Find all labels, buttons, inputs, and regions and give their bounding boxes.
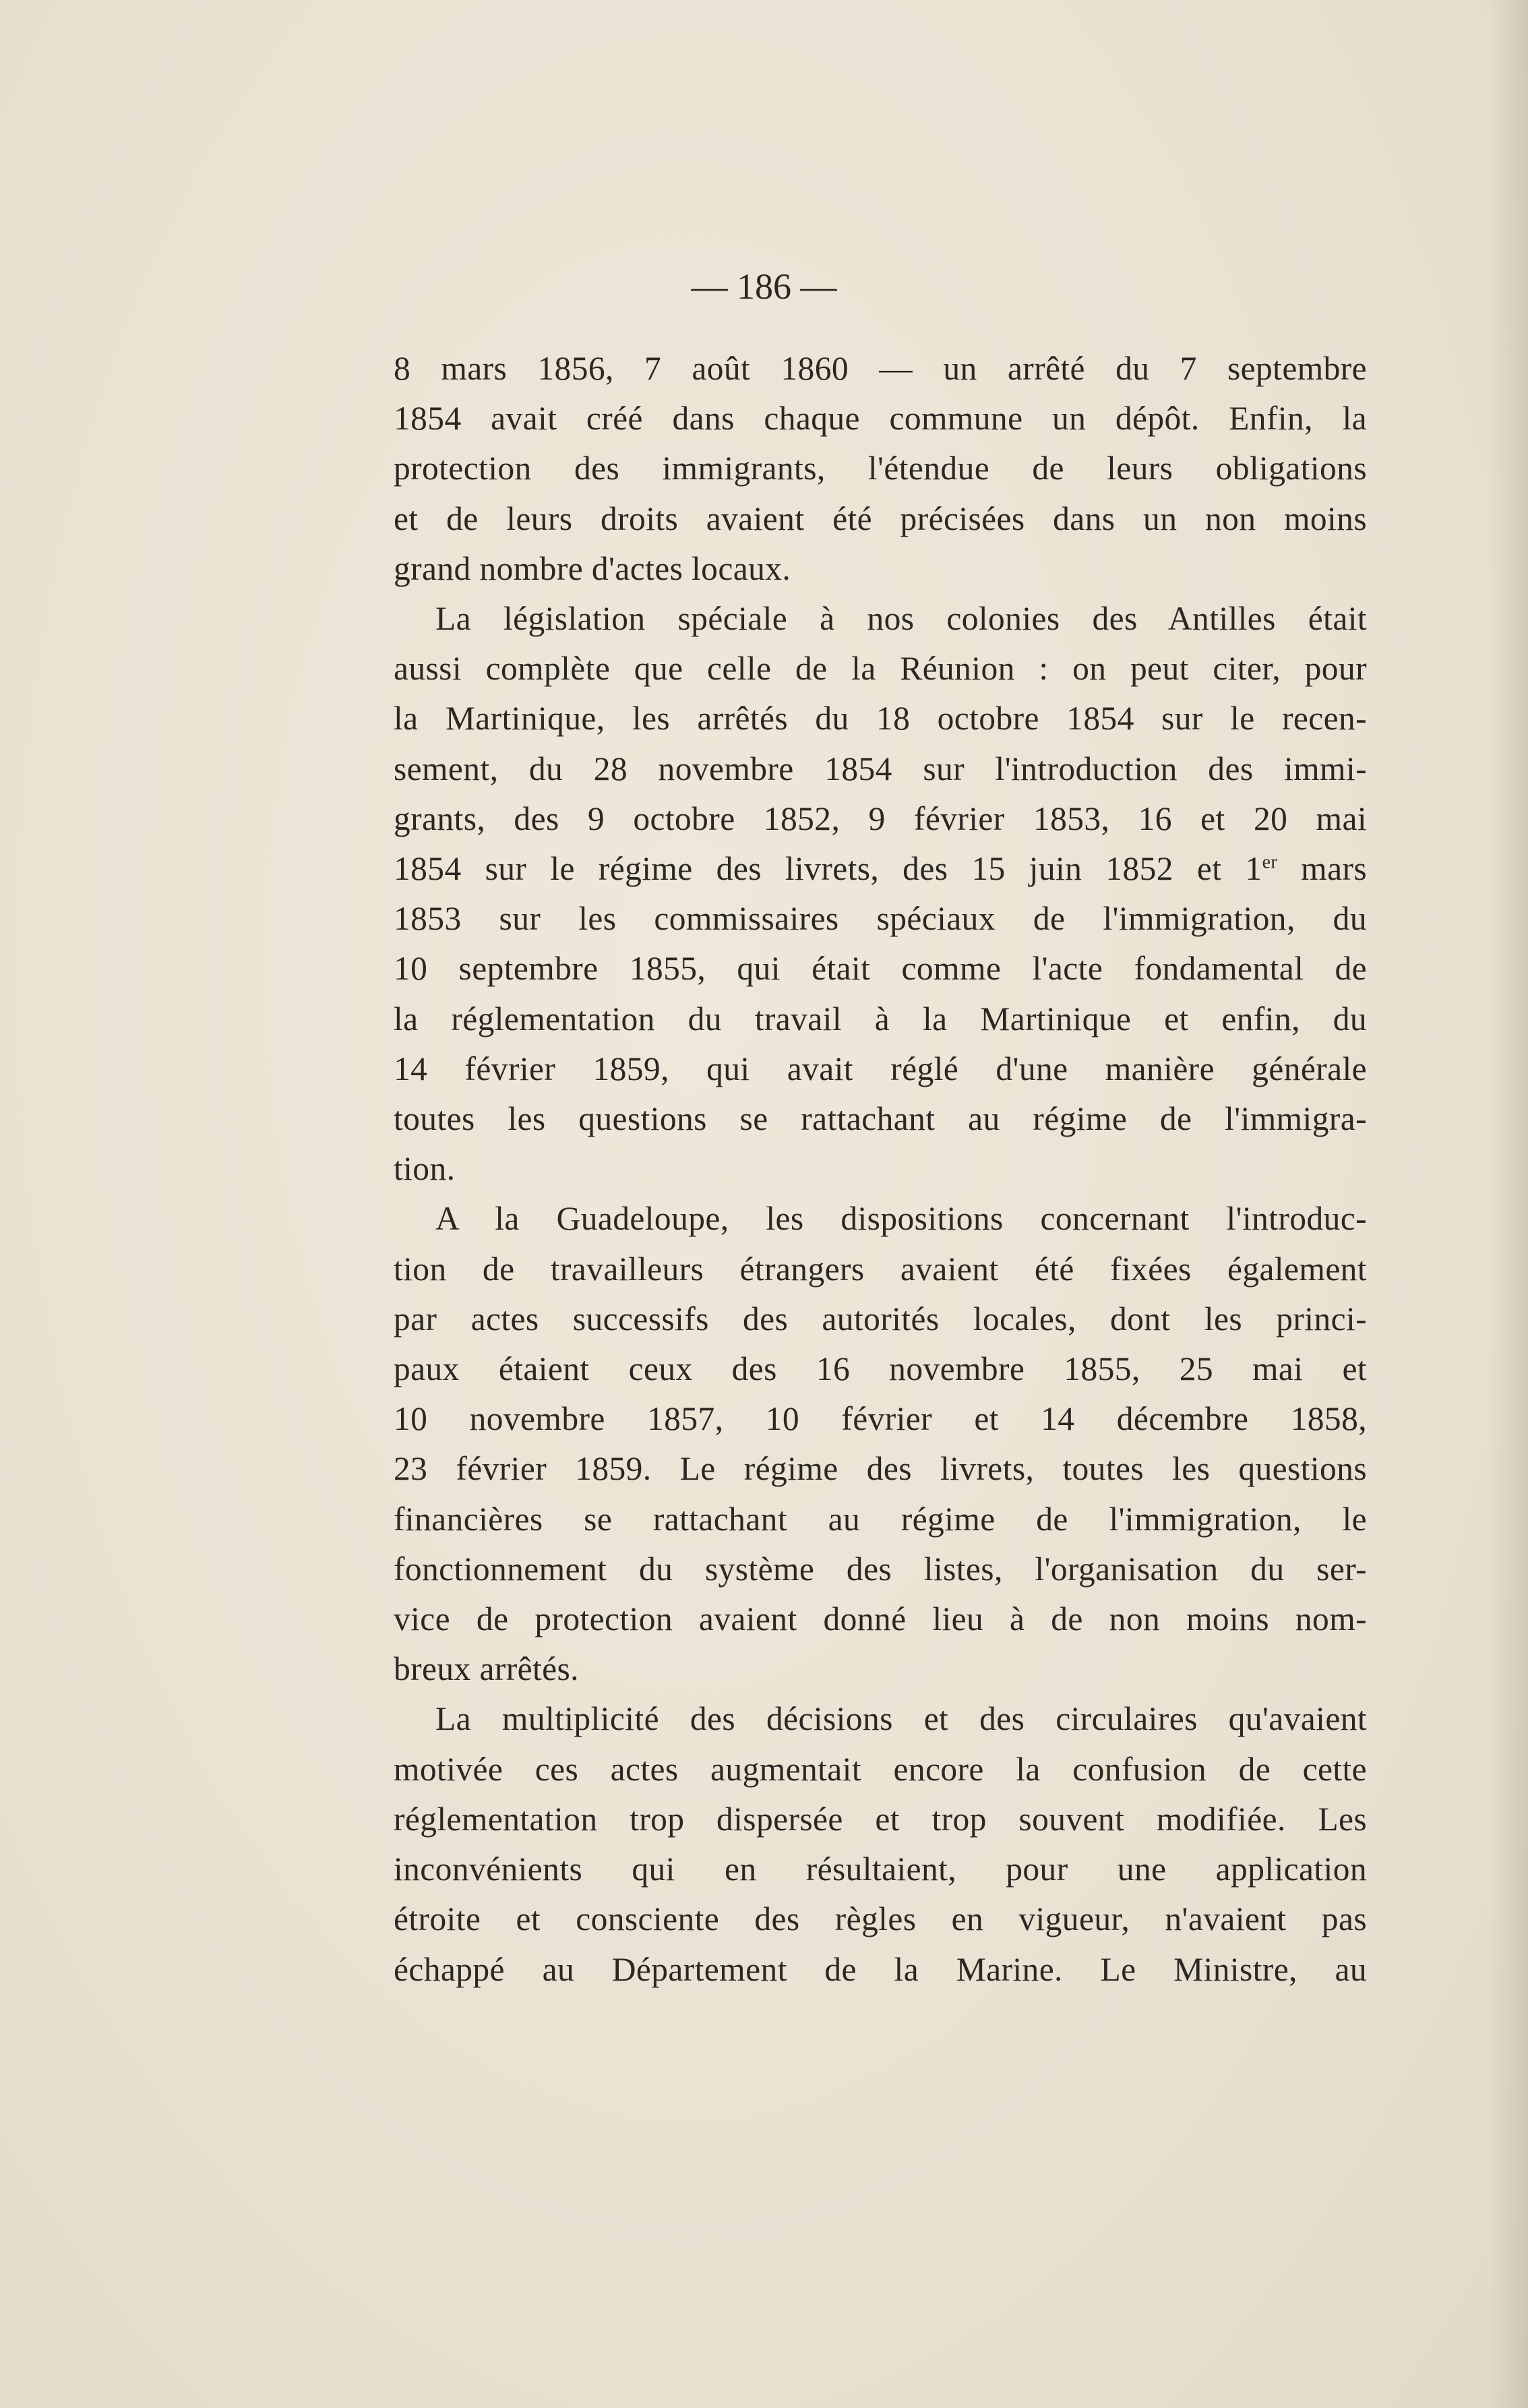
text-line: paux étaient ceux des 16 novembre 1855, 25 mai et [394,1350,1367,1388]
text-line: La multiplicité des décisions et des circulaires qu'avaient [435,1700,1367,1738]
text-line: 10 novembre 1857, 10 février et 14 décembre 1858, [394,1400,1367,1438]
text-line: tion. [394,1150,456,1188]
text-line: motivée ces actes augmentait encore la confusion de cette [394,1750,1367,1788]
text-line: échappé au Département de la Marine. Le Ministre, au [394,1950,1367,1988]
text-line: 1853 sur les commissaires spéciaux de l'immigration, du [394,900,1367,938]
text-line: 1854 avait créé dans chaque commune un dépôt. Enfin, la [394,400,1367,438]
text-line: et de leurs droits avaient été précisées dans un non moins [394,500,1367,537]
text-line: la Martinique, les arrêtés du 18 octobre 1854 sur le recen- [394,700,1367,738]
text-line: tion de travailleurs étrangers avaient été fixées également [394,1250,1367,1288]
text-line: vice de protection avaient donné lieu à de non moins nom- [394,1600,1367,1638]
body-text [394,344,1367,1995]
text-line: aussi complète que celle de la Réunion : on peut citer, pour [394,650,1367,688]
text-lines [394,344,1367,1995]
text-line: étroite et consciente des règles en vigueur, n'avaient pas [394,1900,1367,1938]
text-line: grand nombre d'actes locaux. [394,549,791,587]
text-line: breux arrêtés. [394,1650,579,1688]
text-line: protection des immigrants, l'étendue de leurs obligations [394,450,1367,487]
text-line: grants, des 9 octobre 1852, 9 février 1853, 16 et 20 mai [394,800,1367,837]
text-line: réglementation trop dispersée et trop souvent modifiée. Les [394,1800,1367,1838]
text-line: 1854 sur le régime des livrets, des 15 juin 1852 et 1er mars [394,850,1367,888]
page-edge-shadow [1488,0,1528,2408]
text-line: par actes successifs des autorités locales, dont les princi- [394,1300,1367,1337]
text-line: toutes les questions se rattachant au régime de l'immigra- [394,1100,1367,1138]
text-line: financières se rattachant au régime de l'immigration, le [394,1500,1367,1538]
text-line: 23 février 1859. Le régime des livrets, toutes les questions [394,1450,1367,1488]
text-line: A la Guadeloupe, les dispositions concernant l'introduc- [435,1200,1367,1238]
text-line: fonctionnement du système des listes, l'organisation du ser- [394,1550,1367,1588]
text-line: 10 septembre 1855, qui était comme l'acte fondamental de [394,950,1367,988]
page-number: — 186 — [691,266,837,307]
text-line: sement, du 28 novembre 1854 sur l'introduction des immi- [394,750,1367,787]
text-line: 14 février 1859, qui avait réglé d'une manière générale [394,1050,1367,1087]
text-line: 8 mars 1856, 7 août 1860 — un arrêté du 7 septembre [394,350,1367,387]
text-line: inconvénients qui en résultaient, pour une application [394,1850,1367,1888]
text-line: la réglementation du travail à la Martinique et enfin, du [394,1000,1367,1037]
text-line: La législation spéciale à nos colonies des Antilles était [435,600,1367,638]
